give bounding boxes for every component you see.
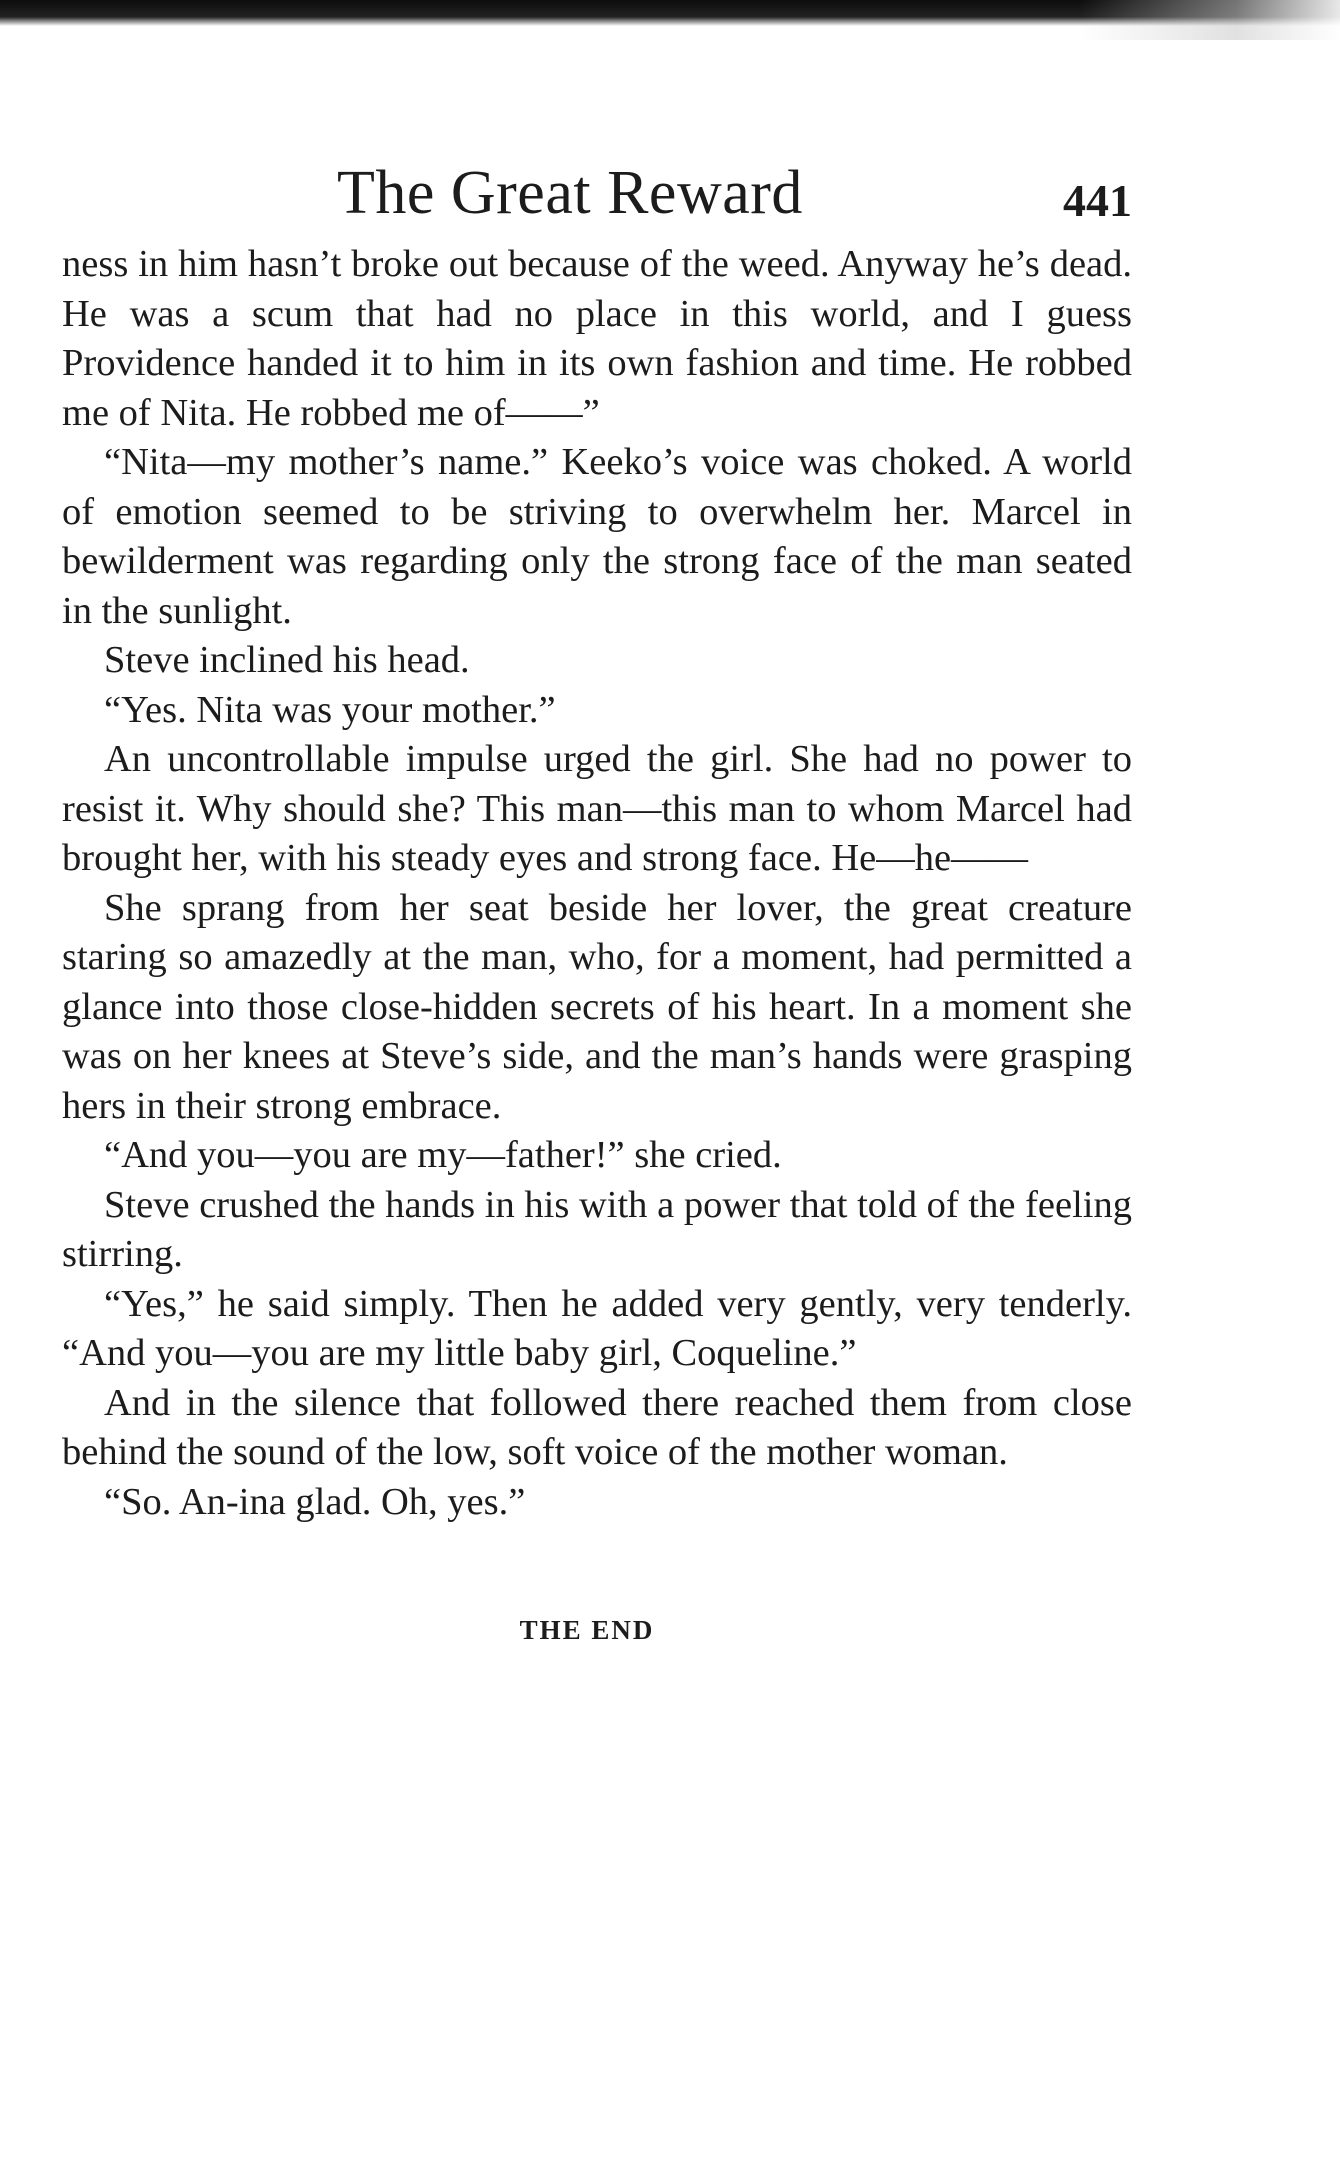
book-page bbox=[62, 150, 1132, 1646]
paragraph: She sprang from her seat beside her lover, the great creature staring so amazedly at the man, who, for a moment, had permitted a glance into those close-hidden secrets of his heart. In a moment she was on her knees at Steve’s side, and the man’s hands were grasping hers in their strong embrace. bbox=[62, 886, 1132, 1127]
the-end-label: THE END bbox=[519, 1615, 655, 1645]
paragraph: ness in him hasn’t broke out because of the weed. Anyway he’s dead. He was a scum that had no place in this world, and I guess Providence handed it to him in its own fashion and time. He robbed me of Nita. He robbed me of——” bbox=[62, 243, 1132, 434]
paragraph: “Yes,” he said simply. Then he added very gently, very tenderly. “And you—you are my little baby girl, Coqueline.” bbox=[62, 1282, 1132, 1374]
paragraph: “Yes. Nita was your mother.” bbox=[104, 688, 556, 731]
paragraph: “And you—you are my—father!” she cried. bbox=[104, 1134, 782, 1176]
paragraph: An uncontrollable impulse urged the girl. She had no power to resist it. Why should she? This man—this man to whom Marcel had brought her, with his steady eyes and strong face. He—he—— bbox=[62, 738, 1132, 879]
paragraph: “So. An-ina glad. Oh, yes.” bbox=[104, 1480, 526, 1523]
paragraph: And in the silence that followed there reached them from close behind the sound of the low, soft voice of the mother woman. bbox=[62, 1381, 1132, 1473]
paragraph: Steve crushed the hands in his with a power that told of the feeling stirring. bbox=[62, 1183, 1132, 1275]
running-head bbox=[62, 150, 1132, 240]
page-number: 441 bbox=[1063, 175, 1132, 226]
page-top-shadow-fade bbox=[1080, 0, 1340, 40]
paragraph: “Nita—my mother’s name.” Keeko’s voice was choked. A world of emotion seemed to be striving to overwhelm her. Marcel in bewilderment was regarding only the strong face of the man seated in the sunlight. bbox=[62, 441, 1132, 632]
paragraph: Steve inclined his head. bbox=[104, 639, 470, 681]
body-text bbox=[62, 240, 1132, 1527]
running-title: The Great Reward bbox=[337, 159, 803, 227]
